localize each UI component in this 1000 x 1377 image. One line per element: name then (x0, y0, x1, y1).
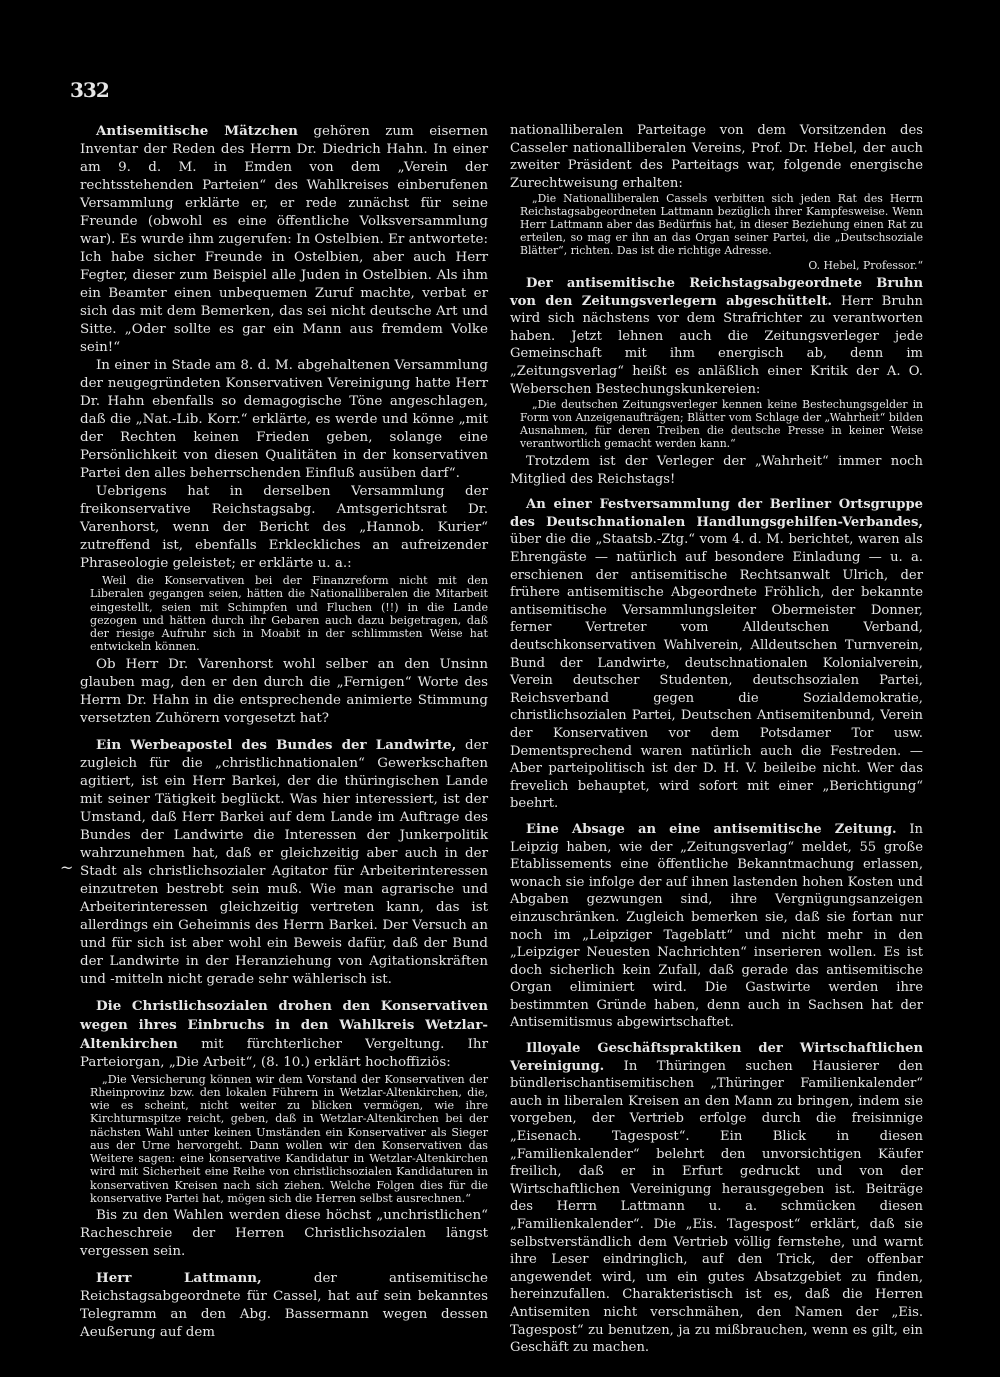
article-text: über die die „Staatsb.-Ztg.“ vom 4. d. M. berichtet, waren als Ehrengäste — natürlich auf besondere Einladung — u. a. erschienen der antisemitische Rechtsanwalt Ulrich, der frühere antisemitische Abgeordnete Fröhlich, der bekannte antisemitische Versammlungsleiter Obermeister Donner, ferner Vertreter vom Alldeutschen Verband, deutschkonservativen Wahlverein, Alldeutschen Turnverein, Bund der Landwirte, deutschnationalen Kolonialverein, Verein deutscher Studenten, deutschsozialen Partei, Reichsverband gegen die Sozialdemokratie, christlichsozialen Partei, Deutschen Antisemitenbund, Verein der Konservativen vor dem Potsdamer Tor usw. Dementsprechend waren natürlich auch die Festreden. — Aber parteipolitisch ist der D. H. V. beileibe nicht. Wer das frevelich behauptet, wird sofort mit einer „Berichtigung“ beehrt. (510, 532, 923, 812)
article-bruhn (510, 275, 923, 398)
article-antisemitic-antics (80, 122, 488, 357)
article-festival-meeting (510, 496, 923, 813)
article-text: Herr Bruhn wird sich nächstens vor dem Strafrichter zu verantworten haben. Jetzt lehnen auch die Zeitungsverleger jede Gemeinschaft mit ihm energisch ab, denn im „Zeitungsverlag“ heißt es anläßlich einer Kritik der A. O. Weberschen Bestechungskunkereien: (510, 293, 924, 397)
article-heading: Antisemitische Mätzchen (96, 123, 298, 139)
article-heading: An einer Festversammlung der Berliner Ortsgruppe des Deutschnationalen Handlungsgehilfen-Verbandes, (510, 497, 923, 530)
article-text: der antisemitische Reichstagsabgeordnete für Cassel, hat auf sein bekanntes Telegramm an den Abg. Bassermann wegen dessen Aeußerung auf dem (80, 1271, 488, 1340)
article-continuation: nationalliberalen Parteitage von dem Vorsitzenden des Casseler nationalliberalen Vereins, Prof. Dr. Hebel, der auch zweiter Präsident des Parteitags war, folgende energische Zurechtweisung erhalten: (510, 123, 923, 191)
article-heading: Ein Werbeapostel des Bundes der Landwirte, (96, 736, 457, 753)
article-text: In Leipzig haben, wie der „Zeitungsverlag“ meldet, 55 große Etablissements eine öffentliche Bekanntmachung erlassen, wonach sie infolge der auf ihnen lastenden hohen Kosten und Abgaben gezwungen sind, ihre Vergnügungsanzeigen einzuschränken. Zugleich bemerken sie, daß sie fortan nur noch im „Leipziger Tageblatt“ und nicht mehr in den „Leipziger Neuesten Nachrichten“ inserieren wollen. Es ist doch sicherlich kein Zufall, daß gerade das antisemitische Organ eliminiert wird. Die Gastwirte werden ihre bestimmten Gründe haben, denn auch in Sachsen hat der Antisemitismus abgewirtschaftet. (510, 821, 923, 1031)
paragraph: Trotzdem ist der Verleger der „Wahrheit“ immer noch Mitglied des Reichstags! (510, 454, 923, 487)
article-text: der zugleich für die „christlichnationalen“ Gewerkschaften agitiert, ist ein Herr Barkei, der die thüringischen Lande mit seiner Tätigkeit beglückt. Was hier interessiert, ist der Umstand, daß Herr Barkei auf dem Lande im Auftrage des Bundes der Landwirte die Interessen der Junkerpolitik wahrzunehmen hat, daß er gleichzeitig aber auch in der Stadt als christlichsozialer Agitator für Arbeiterinteressen einzutreten bestrebt sein muß. Wie man agrarische und Arbeiterinteressen gleichzeitig vertreten kann, das ist allerdings ein Geheimnis des Herrn Barkei. Der Versuch an und für sich ist aber wohl ein Beweis dafür, daß der Bund der Landwirte in der Heranziehung von Agitationskräften und -mitteln nicht gerade sehr wählerisch ist. (80, 737, 488, 987)
left-column (80, 122, 488, 1342)
margin-mark: ~ (60, 858, 74, 877)
article-text: gehören zum eisernen Inventar der Reden des Herrn Dr. Diedrich Hahn. In einer am 9. d. M. in Emden von dem „Verein der rechtsstehenden Parteien“ des Wahlkreises einberufenen Versammlung erklärte er, er rede zunächst für seine Freunde (obwohl es eine öffentliche Volksversammlung war). Es wurde ihm zugerufen: In Ostelbien. Er antwortete: Ich habe sicher Freunde in Ostelbien, aber auch Herr Fegter, dieser zum Beispiel alle Juden in Ostelbien. Als ihm ein Beamter einen unbequemen Zuruf machte, verbat er sich das mit dem Bemerken, das sei nicht deutsche Art und Sitte. „Oder sollte es gar ein Mann aus fremdem Volke sein!“ (80, 124, 488, 355)
signature: O. Hebel, Professor.“ (808, 259, 923, 273)
article-lattmann (80, 1269, 488, 1342)
article-rejection (510, 821, 923, 1032)
article-heading: Eine Absage an eine antisemitische Zeitung. (526, 821, 897, 837)
article-text: mit fürchterlicher Vergeltung. Ihr Parteiorgan, „Die Arbeit“, (8. 10.) erklärt hochoffiziös: (80, 1036, 488, 1070)
right-column (510, 122, 923, 1357)
article-heading: Die Christlichsozialen drohen den Konservativen wegen ihres Einbruchs in den Wahlkreis Wetzlar-Altenkirchen (80, 997, 488, 1052)
paragraph: Ob Herr Dr. Varenhorst wohl selber an den Unsinn glauben mag, den er den durch die „Fernigen“ Worte des Herrn Dr. Hahn in die entsprechende animierte Stimmung versetzten Zuhörern vorgesetzt hat? (80, 656, 488, 726)
article-christian-socials (80, 997, 488, 1072)
article-disloyal-practices (510, 1040, 923, 1357)
article-heading: Der antisemitische Reichstagsabgeordnete Bruhn von den Zeitungsverlegern abgeschüttelt. (510, 276, 923, 309)
article-recruiting-apostle (80, 736, 488, 989)
quotation: „Die deutschen Zeitungsverleger kennen keine Bestechungsgelder in Form von Anzeigenaufträgen; Blätter vom Schlage der „Wahrheit“ bilden Ausnahmen, für deren Treiben die deutsche Presse in keiner Weise verantwortlich gemacht werden kann.“ (520, 398, 923, 451)
paragraph: In einer in Stade am 8. d. M. abgehaltenen Versammlung der neugegründeten Konservativen Vereinigung hatte Herr Dr. Hahn ebenfalls so demagogische Töne angeschlagen, daß die „Nat.-Lib. Korr.“ erklärte, es werde und könne „mit der Rechten keinen Frieden geben, solange eine Persönlichkeit von diesen Qualitäten in der konservativen Partei den alles beherrschenden Einfluß ausüben darf“. (80, 358, 488, 481)
article-heading: Herr Lattmann, (96, 1270, 262, 1286)
paragraph: Uebrigens hat in derselben Versammlung der freikonservative Reichstagsabg. Amtsgerichtsrat Dr. Varenhorst, wenn der Bericht des „Hannob. Kurier“ zutreffend ist, ebenfalls Erkleckliches an aufreizender Phraseologie geleistet; er erklärte u. a.: (80, 484, 488, 571)
article-heading: Illoyale Geschäftspraktiken der Wirtschaftlichen Vereinigung. (510, 1041, 923, 1074)
quotation: Weil die Konservativen bei der Finanzreform nicht mit den Liberalen gegangen seien, hätten die Nationalliberalen die Mitarbeit eingestellt, seien mit Schimpfen und Fluchen (!!) in die Lande gezogen und hätten durch ihr Gebaren auch dazu beigetragen, daß der riesige Aufruhr sich in Moabit in der schlimmsten Weise hat entwickeln können. (90, 574, 488, 654)
article-text: In Thüringen suchen Hausierer den bündlerischantisemitischen „Thüringer Familienkalender“ auch in liberalen Kreisen an den Mann zu bringen, indem sie vorgeben, der Vertrieb erfolge durch die freisinnige „Eisenach. Tagespost“. Ein Blick in diesen „Familienkalender“ belehrt den unvorsichtigen Käufer freilich, daß er in Erfurt gedruckt und von der Wirtschaftlichen Vereinigung herausgegeben ist. Beiträge des Herrn Lattmann u. a. schmücken diesen „Familienkalender“. Die „Eis. Tagespost“ erklärt, daß sie selbstverständlich dem Vertrieb völlig fernstehe, und warnt ihre Leser eindringlich, auf den Trick, der offenbar angewendet wird, um ein gutes Absatzgebiet zu finden, hereinzufallen. Charakteristisch ist es, daß die Herren Antisemiten nicht verschmähen, den Namen der „Eis. Tagespost“ zu benutzen, ja zu mißbrauchen, wenn es gilt, ein Geschäft zu machen. (510, 1058, 923, 1356)
page-number: 332 (70, 78, 109, 102)
paragraph: Bis zu den Wahlen werden diese höchst „unchristlichen“ Racheschreie der Herren Christlichsozialen längst vergessen sein. (80, 1208, 488, 1259)
quotation: „Die Nationalliberalen Cassels verbitten sich jeden Rat des Herrn Reichstagsabgeordneten Lattmann bezüglich ihrer Kampfesweise. Wenn Herr Lattmann aber das Bedürfnis hat, in dieser Beziehung einen Rat zu erteilen, so mag er ihn an das Organ seiner Partei, die „Deutschsoziale Blätter“, richten. Das ist die richtige Adresse. (520, 192, 923, 258)
quotation: „Die Versicherung können wir dem Vorstand der Konservativen der Rheinprovinz bzw. den lokalen Führern in Wetzlar-Altenkirchen, die, wie es scheint, nicht weiter zu blicken vermögen, wie ihre Kirchturmspitze reicht, geben, daß in Wetzlar-Altenkirchen bei der nächsten Wahl unter keinen Umständen ein Konservativer als Sieger aus der Urne hervorgeht. Dann wollen wir den Konservativen das Weitere sagen: eine konservative Kandidatur in Wetzlar-Altenkirchen wird mit Sicherheit eine Reihe von christlichsozialen Kandidaturen in konservativen Kreisen nach sich ziehen. Welche Folgen dies für die konservative Partei hat, mögen sich die Herren selbst ausrechnen.“ (90, 1072, 488, 1205)
